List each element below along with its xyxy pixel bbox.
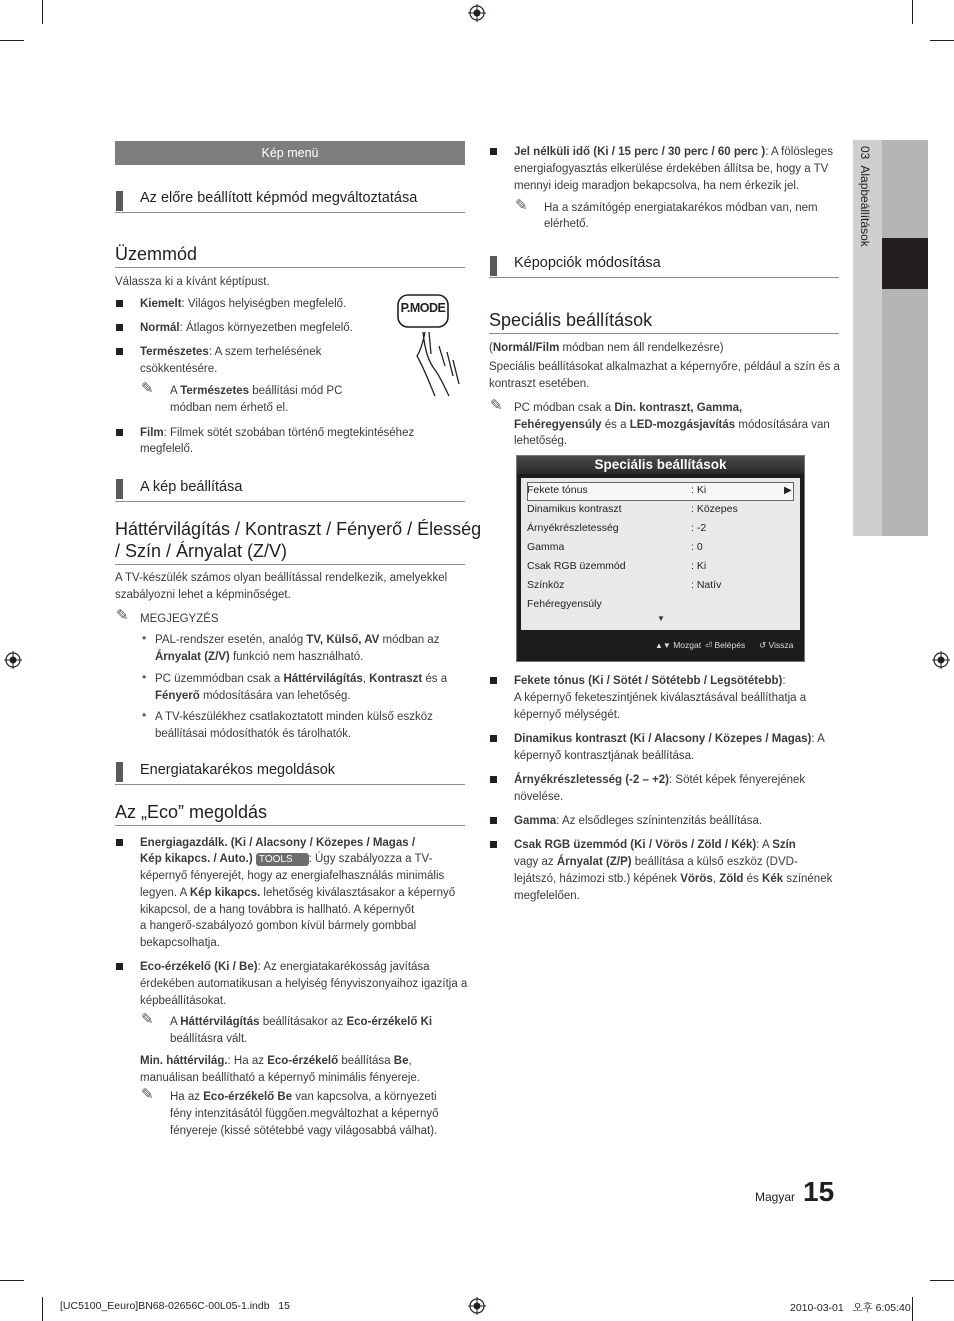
bullet-square	[116, 300, 123, 307]
list-item-cont: képernyő fényerejét, hogy az energiafelhasználás minimális	[140, 870, 445, 882]
bullet-square	[490, 148, 497, 155]
note-pencil-icon: ✎	[141, 380, 154, 397]
paragraph-cont: kontraszt esetében.	[489, 378, 590, 390]
footer-file: [UC5100_Eeuro]BN68-02656C-00L05-1.indb 15	[60, 1300, 290, 1312]
osd-row-value: : -2	[691, 522, 707, 534]
registration-mark-icon	[932, 651, 950, 669]
section-title-cont: / Szín / Árnyalat (Z/V)	[115, 541, 288, 561]
section-title: Üzemmód	[115, 244, 198, 264]
note-heading: MEGJEGYZÉS	[140, 613, 219, 625]
list-item: Dinamikus kontraszt (Ki / Alacsony / Közepes / Magas): A	[514, 733, 825, 745]
bullet-square	[490, 776, 497, 783]
bullet-square	[116, 429, 123, 436]
note-bullet-cont: Árnyalat (Z/V) funkció nem használható.	[155, 651, 364, 663]
crop-mark	[930, 40, 954, 41]
note-text-cont: módban nem érhető el.	[170, 402, 289, 414]
intro-text-cont: szabályozni lehet a képminőséget.	[115, 589, 291, 601]
note-pencil-icon: ✎	[515, 197, 528, 214]
crop-mark	[912, 1297, 913, 1321]
list-item-cont: megfelelő.	[140, 443, 194, 455]
bullet-dot: •	[142, 670, 147, 684]
osd-foot-label: Belépés	[714, 640, 746, 650]
bullet-square	[490, 677, 497, 684]
list-item-cont: Kép kikapcs. / Auto.) TOOLS : Úgy szabályozza a TV-	[140, 853, 433, 865]
note-text: A Háttérvilágítás beállításakor az Eco-érzékelő Ki	[170, 1016, 433, 1028]
bullet-square	[490, 735, 497, 742]
crop-mark	[912, 0, 913, 24]
registration-mark-icon	[4, 651, 22, 669]
bullet-dot: •	[142, 708, 147, 722]
paragraph: Min. háttérvilág.: Ha az Eco-érzékelő beállítása Be,	[140, 1055, 412, 1067]
list-item: Energiagazdálk. (Ki / Alacsony / Közepes / Magas /	[140, 837, 416, 849]
subheading: Képopciók módosítása	[514, 255, 661, 271]
list-item-cont: csökkentésére.	[140, 363, 218, 375]
subheading-bar	[490, 256, 497, 276]
note-text-cont: fény intenzitásától függően.megváltozhat a képernyő	[170, 1108, 439, 1120]
bullet-square	[116, 324, 123, 331]
list-item: Kiemelt: Világos helyiségben megfelelő.	[140, 298, 347, 310]
intro-text: A TV-készülék számos olyan beállítással rendelkezik, amelyekkel	[115, 572, 448, 584]
section-title: Háttérvilágítás / Kontraszt / Fényerő / Élesség	[115, 519, 482, 539]
pmode-label: P.MODE	[400, 301, 446, 315]
crop-mark	[0, 40, 24, 41]
subheading: Energiatakarékos megoldások	[140, 762, 336, 778]
osd-row-label: Csak RGB üzemmód	[527, 560, 626, 572]
return-icon: ↺	[759, 640, 767, 650]
crop-mark	[42, 1297, 43, 1321]
subheading-bar	[116, 191, 123, 211]
note-pencil-icon: ✎	[490, 397, 503, 414]
note-bullet: A TV-készülékhez csatlakoztatott minden külső eszköz	[155, 711, 433, 723]
subheading-bar	[116, 762, 123, 782]
crop-mark	[930, 1280, 954, 1281]
divider	[489, 277, 839, 278]
menu-header-label: Kép menü	[261, 146, 319, 160]
side-tab-label: 03 Alapbeállítások	[858, 146, 872, 247]
registration-mark-icon	[468, 1297, 486, 1315]
note-pencil-icon: ✎	[141, 1086, 154, 1103]
list-item-cont: érdekében automatikusan a helyiség fényviszonyaihoz igazítja a	[140, 978, 468, 990]
section-title: Speciális beállítások	[489, 310, 653, 330]
osd-foot-label: Mozgat	[673, 640, 702, 650]
updown-icon: ▲▼	[655, 641, 671, 650]
osd-foot-label: Vissza	[768, 640, 794, 650]
divider	[115, 212, 465, 213]
bullet-dot: •	[142, 631, 147, 645]
subheading-bar	[116, 479, 123, 499]
note-text-cont: elérhető.	[544, 218, 589, 230]
note-text: Ha az Eco-érzékelő Be van kapcsolva, a környezeti	[170, 1091, 437, 1103]
osd-foot-move	[655, 640, 701, 650]
tools-badge: TOOLS	[256, 853, 309, 866]
bullet-square	[116, 839, 123, 846]
footer-date: 2010-03-01 오후 6:05:40	[790, 1302, 911, 1314]
list-item: Gamma: Az elsődleges színintenzitás beállítása.	[514, 815, 763, 827]
divider	[115, 267, 465, 268]
intro-text: Válassza ki a kívánt képtípust.	[115, 276, 270, 288]
osd-row-label: Fekete tónus	[527, 484, 588, 496]
osd-row-label: Színköz	[527, 579, 565, 591]
osd-menu	[516, 455, 805, 662]
osd-foot-enter	[705, 640, 745, 651]
section-title: Az „Eco” megoldás	[115, 802, 268, 822]
list-item: Fekete tónus (Ki / Sötét / Sötétebb / Legsötétebb):	[514, 675, 786, 687]
crop-mark	[42, 0, 43, 24]
note-text-cont: Fehéregyensúly és a LED-mozgásjavítás módosítására van	[514, 419, 830, 431]
osd-row-label: Gamma	[527, 541, 565, 553]
note-text-cont: lehetőség.	[514, 435, 568, 447]
list-item-cont: mennyi ideig maradjon bekapcsolva, ha nem érkezik jel.	[514, 180, 800, 192]
list-item-cont: megfelelően.	[514, 890, 580, 902]
list-item: Normál: Átlagos környezetben megfelelő.	[140, 322, 353, 334]
list-item: Csak RGB üzemmód (Ki / Vörös / Zöld / Kék): A Szín	[514, 839, 796, 851]
osd-body	[521, 478, 800, 630]
list-item: Film: Filmek sötét szobában történő megtekintéséhez	[140, 427, 415, 439]
subheading: Az előre beállított képmód megváltoztatása	[140, 190, 418, 206]
list-item-cont: a hangerő-szabályozó gombon kívül bármely gombbal	[140, 920, 417, 932]
note-text: Ha a számítógép energiatakarékos módban van, nem	[544, 202, 818, 214]
list-item-cont: képernyő kontrasztjának beállítása.	[514, 750, 695, 762]
note-text-cont: fényereje (kissé sötétebbé vagy világosabbá válhat).	[170, 1125, 438, 1137]
paragraph: Speciális beállításokat alkalmazhat a képernyőre, például a szín és a	[489, 361, 840, 373]
list-item-cont: vagy az Árnyalat (Z/P) beállítása a külső eszköz (DVD-	[514, 856, 798, 868]
list-item-cont: lejátszó, házimozi stb.) képének Vörös, Zöld és Kék színének	[514, 873, 833, 885]
note-pencil-icon: ✎	[116, 607, 129, 624]
osd-row-label: Árnyékrészletesség	[527, 522, 619, 534]
osd-row-value: : Ki	[691, 560, 707, 572]
subheading: A kép beállítása	[140, 479, 243, 495]
list-item-cont: képbeállításokat.	[140, 995, 227, 1007]
note-text-cont: beállításra vált.	[170, 1033, 248, 1045]
osd-row-value: : Közepes	[691, 503, 738, 515]
list-item-cont: kikapcsol, de a hang továbbra is hallható. A képernyőt	[140, 904, 415, 916]
list-item-cont: energiafogyasztás elkerülése érdekében állítsa be, hogy a TV	[514, 163, 829, 175]
crop-mark	[0, 1280, 24, 1281]
side-tab-marker	[882, 238, 928, 289]
note-text: A Természetes beállítási mód PC	[170, 385, 343, 397]
enter-icon: ⏎	[705, 640, 713, 650]
osd-row-label: Dinamikus kontraszt	[527, 503, 622, 515]
note-pencil-icon: ✎	[141, 1011, 154, 1028]
bullet-square	[490, 817, 497, 824]
registration-mark-icon	[468, 4, 486, 22]
osd-row-value: : Natív	[691, 579, 722, 591]
arrow-down-icon: ▼	[657, 614, 665, 623]
list-item-cont: legyen. A Kép kikapcs. lehetőség kiválasztásakor a képernyő	[140, 887, 456, 899]
paragraph-cont: manuálisan beállítható a képernyő minimális fényereje.	[140, 1072, 420, 1084]
divider	[115, 784, 465, 785]
side-tab-dark	[882, 140, 928, 536]
divider	[115, 501, 465, 502]
bullet-square	[490, 841, 497, 848]
osd-row-label: Fehéregyensúly	[527, 598, 602, 610]
list-item-cont: képernyő mélységét.	[514, 709, 621, 721]
bullet-square	[116, 963, 123, 970]
note-bullet-cont: Fényerő módosítására van lehetőség.	[155, 690, 351, 702]
page-number: 15	[803, 1176, 835, 1207]
list-item: Jel nélküli idő (Ki / 15 perc / 30 perc / 60 perc ): A fölösleges	[514, 146, 833, 158]
osd-foot-back	[759, 640, 793, 651]
osd-title: Speciális beállítások	[517, 456, 804, 474]
divider	[115, 825, 465, 826]
list-item: Árnyékrészletesség (-2 – +2): Sötét képek fényerejének	[514, 774, 806, 786]
arrow-right-icon: ▶	[784, 485, 792, 496]
list-item-cont: A képernyő feketeszintjének kiválasztásával beállíthatja a	[514, 692, 807, 704]
list-item: Természetes: A szem terhelésének	[140, 346, 322, 358]
paragraph: (Normál/Film módban nem áll rendelkezésre)	[489, 342, 724, 354]
osd-row-value: : 0	[691, 541, 703, 553]
divider	[115, 564, 465, 565]
bullet-square	[116, 348, 123, 355]
list-item: Eco-érzékelő (Ki / Be): Az energiatakarékosság javítása	[140, 961, 430, 973]
note-bullet: PAL-rendszer esetén, analóg TV, Külső, AV módban az	[155, 634, 440, 646]
divider	[489, 333, 839, 334]
note-text: PC módban csak a Din. kontraszt, Gamma,	[514, 402, 743, 414]
osd-row-value: : Ki	[691, 484, 707, 496]
list-item-cont: növelése.	[514, 791, 564, 803]
list-item-cont: bekapcsolhatja.	[140, 937, 220, 949]
note-bullet: PC üzemmódban csak a Háttérvilágítás, Kontraszt és a	[155, 673, 448, 685]
note-bullet-cont: beállításai módosíthatók és tárolhatók.	[155, 728, 352, 740]
footer-language: Magyar	[755, 1190, 796, 1204]
